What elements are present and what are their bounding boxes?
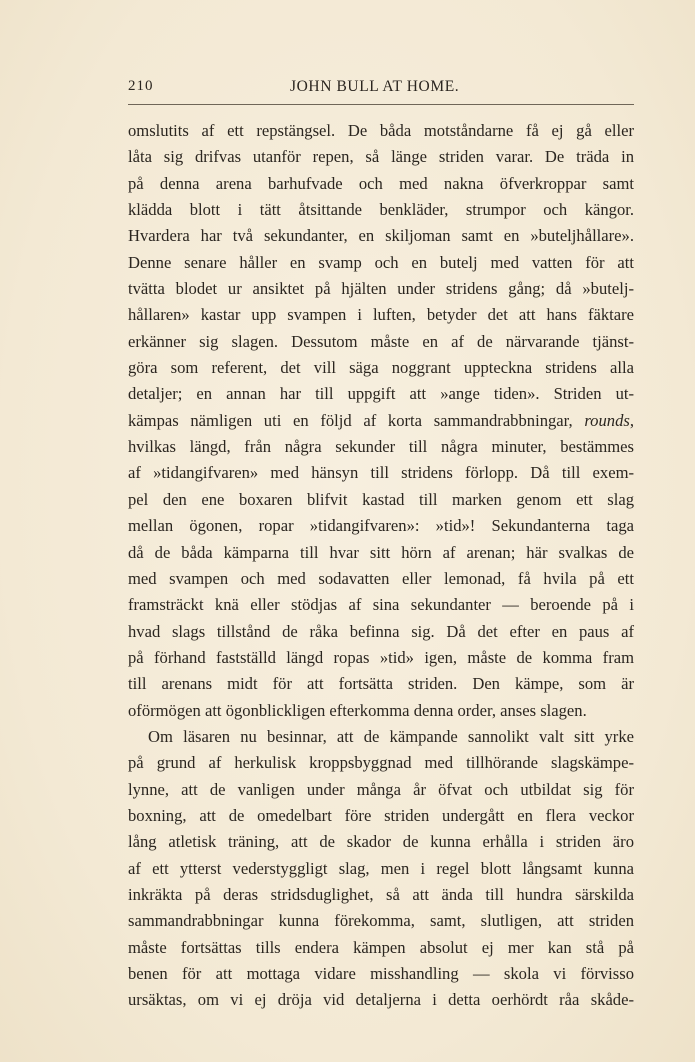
text-line: med svampen och med sodavatten eller lemonad, få hvila på ett — [128, 568, 634, 588]
text-line: låta sig drifvas utanför repen, så länge striden varar. De träda in — [128, 147, 634, 167]
text-line: till arenans midt för att fortsätta striden. Den kämpe, som är — [128, 674, 634, 694]
text-line: Om läsaren nu besinnar, att de kämpande sannolikt valt sitt yrke — [148, 726, 634, 746]
text-line: detaljer; en annan har till uppgift att »ange tiden». Striden ut- — [128, 384, 634, 404]
text-line: benen för att mottaga vidare misshandling — skola vi förvisso — [128, 964, 634, 983]
text-line: Hvardera har två sekundanter, en skiljoman samt en »buteljhållare». — [128, 226, 634, 246]
text-line: ursäktas, om vi ej dröja vid detaljerna i detta oerhördt råa skåde- — [128, 990, 634, 1010]
text-line: inkräkta på deras stridsduglighet, så att ända till hundra särskilda — [128, 884, 634, 904]
text-line: sammandrabbningar kunna förekomma, samt, slutligen, att striden — [128, 911, 634, 931]
text-line: erkänner sig slagen. Dessutom måste en af de närvarande tjänst- — [128, 331, 634, 351]
text-line: på denna arena barhufvade och med nakna öfverkroppar samt — [128, 173, 634, 193]
text-line: af »tidangifvaren» med hänsyn till stridens förlopp. Då till exem- — [128, 463, 634, 483]
running-header — [128, 78, 634, 100]
text-line: göra som referent, det vill säga noggrant uppteckna stridens alla — [128, 358, 634, 378]
header-rule — [128, 104, 634, 105]
text-line: Denne senare håller en svamp och en butelj med vatten för att — [128, 252, 634, 272]
text-line: hvilkas längd, från några sekunder till några minuter, bestämmes — [128, 437, 634, 457]
text-line: oförmögen att ögonblickligen efterkomma denna order, anses slagen. — [128, 700, 587, 720]
text-line: pel den ene boxaren blifvit kastad till marken genom ett slag — [128, 489, 634, 509]
body-text — [128, 118, 634, 1014]
italic-term: rounds — [584, 410, 630, 430]
text-line: af ett ytterst vederstyggligt slag, men i regel blott långsamt kunna — [128, 858, 634, 878]
running-title: JOHN BULL AT HOME. — [290, 78, 460, 95]
text-line: på förhand fastställd längd ropas »tid» igen, måste de komma fram — [128, 647, 634, 667]
text-line: mellan ögonen, ropar »tidangifvaren»: »tid»! Sekundanterna taga — [128, 516, 634, 536]
text-line: tvätta blodet ur ansiktet på hjälten under stridens gång; då »butelj- — [128, 279, 634, 299]
text-line: boxning, att de omedelbart före striden undergått en flera veckor — [128, 805, 634, 825]
text-line: kämpas nämligen uti en följd af korta sammandrabbningar, rounds, — [128, 410, 634, 430]
text-line: på grund af herkulisk kroppsbyggnad med tillhörande slagskämpe- — [128, 753, 634, 773]
text-line: omslutits af ett repstängsel. De båda motståndarne få ej gå eller — [128, 121, 634, 140]
text-line: lång atletisk träning, att de skador de kunna erhålla i striden äro — [128, 832, 634, 852]
text-line: hvad slags tillstånd de råka befinna sig. Då det efter en paus af — [128, 621, 634, 641]
text-line: framsträckt knä eller stödjas af sina sekundanter — beroende på i — [128, 595, 634, 615]
text-line: klädda blott i tätt åtsittande benkläder, strumpor och kängor. — [128, 200, 634, 220]
text-line: lynne, att de vanligen under många år öfvat och utbildat sig för — [128, 779, 634, 799]
page-number: 210 — [128, 78, 154, 94]
text-line: då de båda kämparna till hvar sitt hörn af arenan; här svalkas de — [128, 542, 634, 562]
text-line: måste fortsättas tills endera kämpen absolut ej mer kan stå på — [128, 937, 634, 957]
text-line: hållaren» kastar upp svampen i luften, betyder det att hans fäktare — [128, 305, 634, 325]
